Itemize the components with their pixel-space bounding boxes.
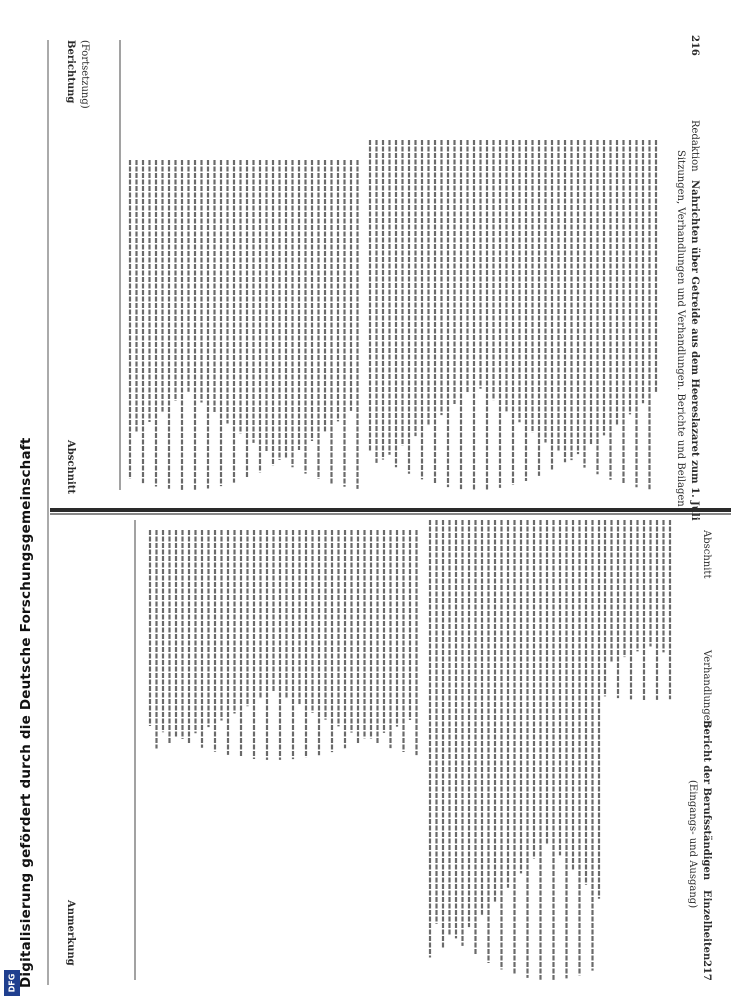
upper-header-title: Nahrichten über Getreide aus dem Heereslazaret zum 1. Juli	[689, 180, 700, 521]
lower-margin-label: Abschnitt	[701, 530, 712, 579]
footer	[0, 0, 40, 1000]
lower-page-number: 217	[701, 960, 712, 981]
funding-footer-text: Digitalisierung gefördert durch die Deutsche Forschungsgemeinschaft	[18, 437, 34, 988]
page-fold-divider	[50, 508, 731, 512]
page-fold-shadow	[50, 513, 731, 515]
upper-sidebar-label: Abschnitt	[65, 440, 76, 495]
upper-column-label: Berichtung	[65, 40, 76, 104]
upper-header-left: Redaktion	[689, 120, 700, 172]
upper-page-number: 216	[689, 35, 700, 56]
lower-sidebar-label: Anmerkung	[65, 900, 76, 966]
lower-header-left: Verhandlungen	[701, 650, 712, 728]
upper-header-subtitle: Sitzungen, Verhandlungen und Verhandlungen. Berichte und Beilagen	[675, 150, 686, 507]
lower-header-subtitle: (Eingangs- und Ausgang)	[687, 780, 698, 909]
text-line-marks	[130, 140, 670, 980]
dfg-logo-text: DFG	[7, 973, 17, 993]
lower-column-label: Einzelheiten	[701, 890, 712, 961]
lower-header-title: Bericht der Berufsständigen	[701, 720, 712, 881]
upper-margin-label: (Fortsetzung)	[79, 40, 90, 109]
